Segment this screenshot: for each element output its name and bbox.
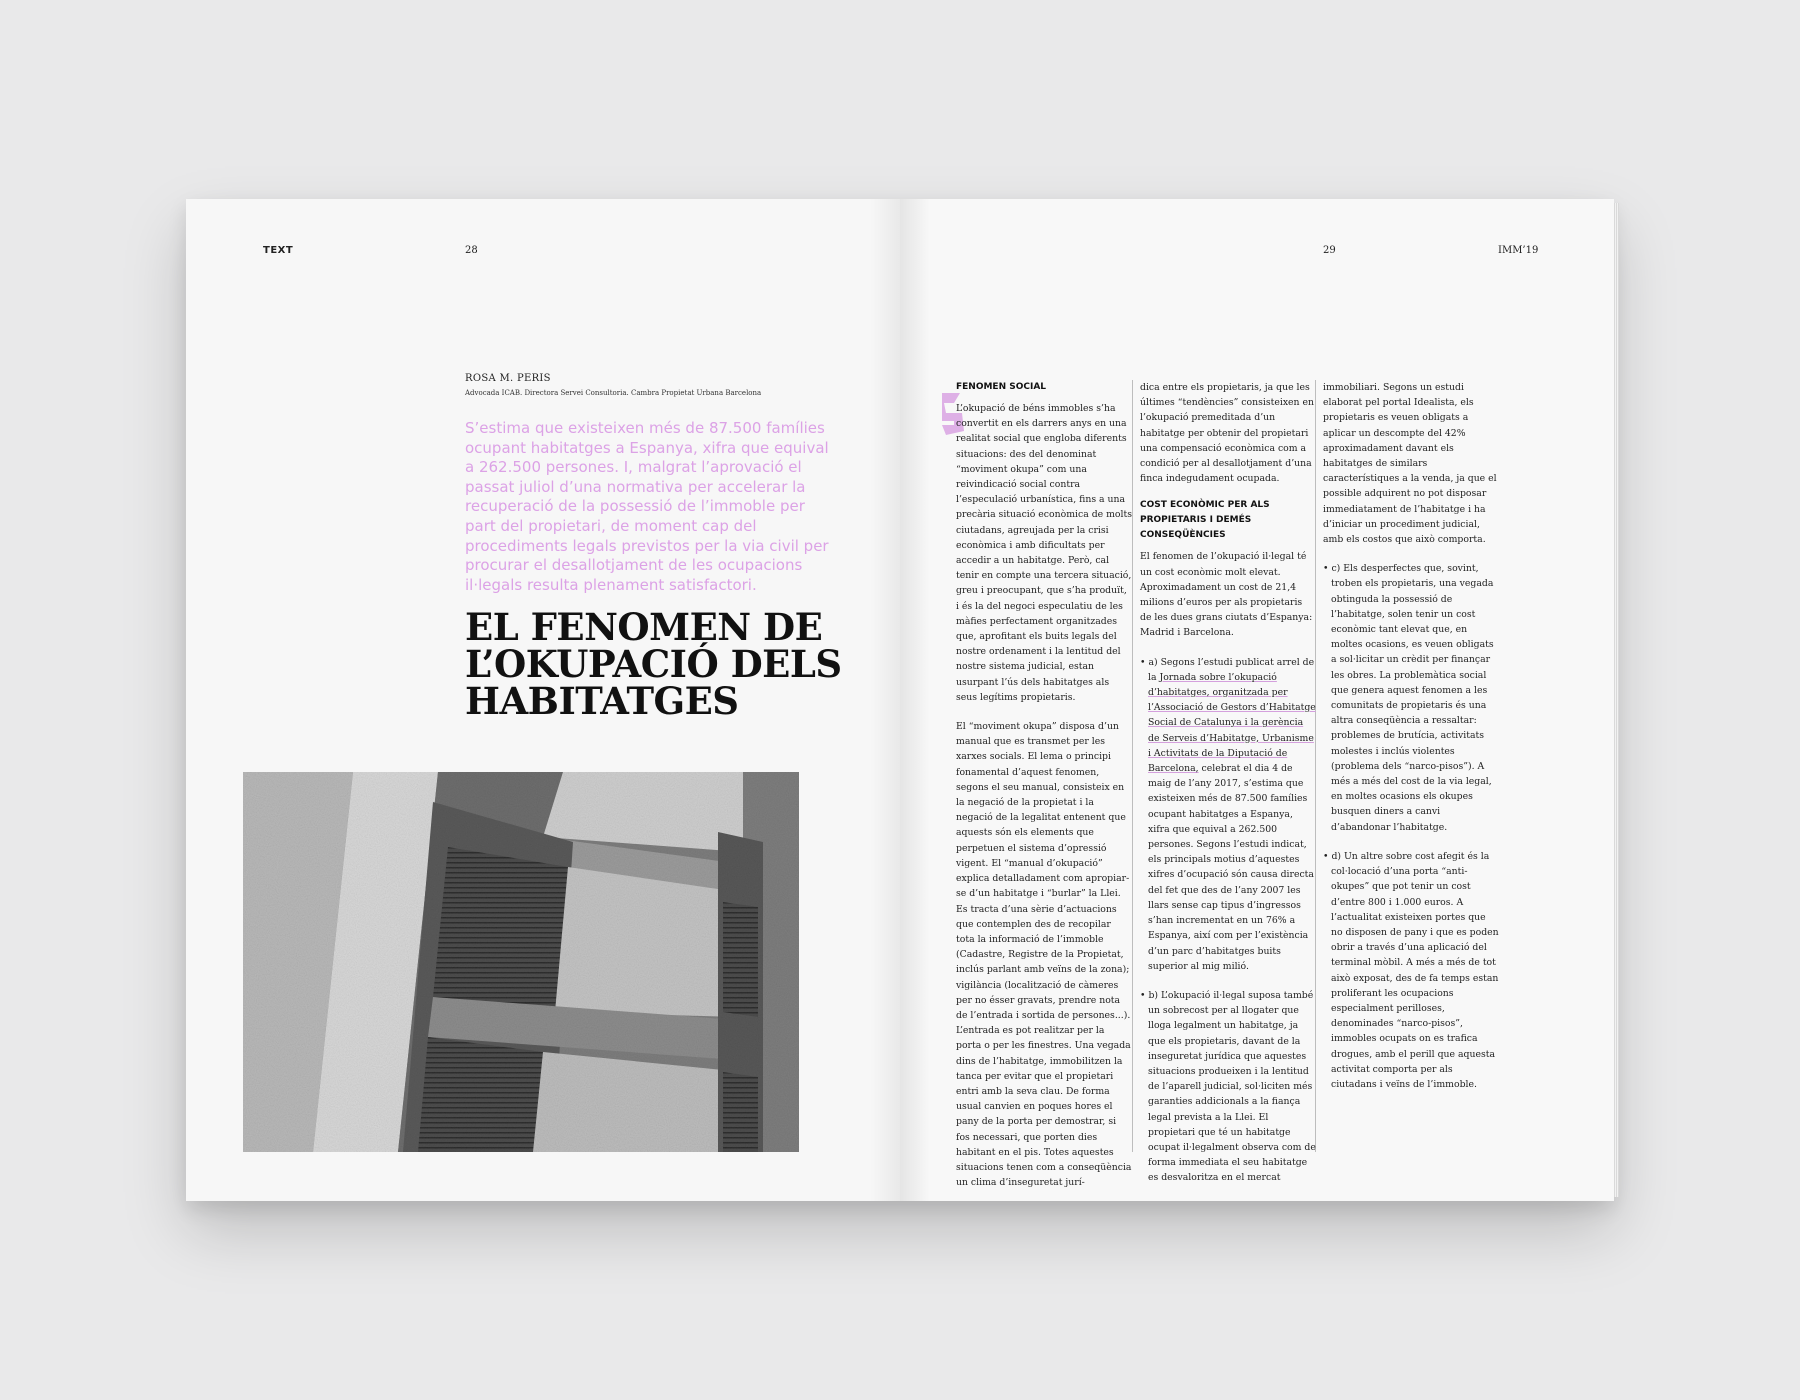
publication-name: IMM’19 <box>1498 245 1539 256</box>
event-reference: Jornada sobre l’okupació d’habitatges, organitzada per l’Associació de Gestors d’Habitatge Social de Catalunya i la gerència de Serveis d’Habitatge, Urbanisme i Activitats de la Diputació de Barcelona, <box>1148 671 1316 775</box>
list-item: • b) L’okupació il·legal suposa també un sobrecost per al llogater que lloga legalment un habitatge, ja que els propietaris, davant de la inseguretat jurídica que aquestes situacions produeixen i la lentitud de l’aparell judicial, sol·liciten més garanties addicionals a la fiança legal prevista a la Llei. El propietari que té un habitatge ocupat il·legalment observa com de forma immediata el seu habitatge es desvaloritza en el mercat <box>1140 989 1316 1184</box>
text-column-2 <box>1140 380 1316 1200</box>
text-column-3 <box>1323 380 1499 1106</box>
building-photo <box>243 772 799 1152</box>
right-page <box>900 199 1614 1201</box>
list-item <box>1140 655 1316 974</box>
paragraph: El “moviment okupa” disposa d’un manual que es transmet per les xarxes socials. El lema o principi fonamental d’aquest fenomen, segons el seu manual, consisteix en la negació de la propietat i la negació de la legalitat entenent que aquests són els elements que perpetuen el sistema d’opressió vigent. El “manual d’okupació” explica detalladament com apropiar-se d’un habitatge i “burlar” la Llei. Es tracta d’una sèrie d’actuacions que contemplen des de recopilar tota la informació de l’immoble (Cadastre, Registre de la Propietat, inclús parlant amb veïns de la zona); vigilància (localització de càmeres per no ésser gravats, prendre nota de l’entrada i sortida de persones...). L’entrada es pot realitzar per la porta o per les finestres. Una vegada dins de l’habitatge, immobilitzen la tanca per evitar que el propietari entri amb la seva clau. De forma usual canvien en poques hores el pany de la porta per demostrar, si fos necessari, que porten dies habitant en el pis. Totes aquestes situacions tenen com a conseqüència un clima d’inseguretat jurí- <box>956 721 1132 1189</box>
paragraph: L’okupació de béns immobles s’ha convertit en els darrers anys en una realitat social que engloba diferents situacions: des del denominat “moviment okupa” com una reivindicació social contra l’especulació urbanística, fins a una precària situació econòmica de molts ciutadans, agreujada per la crisi econòmica i amb dificultats per accedir a un habitatge. Però, cal tenir en compte una tercera situació, greu i preocupant, que s’ha produït, i és la del negoci especulatiu de les màfies perfectament organitzades que, aprofitant els buits legals del nostre ordenament i la lentitud del nostre sistema judicial, estan usurpant l’ús dels habitatges als seus legítims propietaris. <box>956 403 1132 703</box>
left-page <box>186 199 900 1201</box>
article-title: EL FENOMEN DE L’OKUPACIÓ DELS HABITATGES <box>465 605 842 723</box>
paragraph: El fenomen de l’okupació il·legal té un cost econòmic molt elevat. Aproximadament un cost de 21,4 milions d’euros per als propietaris de les dues grans ciutats d’Espanya: Madrid i Barcelona. <box>1140 551 1313 639</box>
list-item-text: • a) Segons l’estudi publicat arrel de la <box>1140 656 1315 683</box>
gutter-shadow <box>900 199 930 1201</box>
text-column-1 <box>956 380 1132 1201</box>
page-edges <box>1614 203 1619 1197</box>
author-affiliation: Advocada ICAB. Directora Servei Consultoria. Cambra Propietat Urbana Barcelona <box>465 389 762 397</box>
list-item: • c) Els desperfectes que, sovint, troben els propietaris, una vegada obtinguda la possessió de l’habitatge, solen tenir un cost econòmic tant elevat que, en moltes ocasions, es veuen obligats a sol·licitar un crèdit per finançar les obres. La problemàtica social que genera aquest fenomen a les comunitats de propietaris és una altra conseqüència a ressaltar: problemes de brutícia, activitats molestes i inclús violentes (problema dels “narco-pisos”). A més a més del cost de la via legal, en moltes ocasions els okupes busquen diners a canvi d’abandonar l’habitatge. <box>1323 563 1494 833</box>
author-name: ROSA M. PERIS <box>465 373 551 384</box>
page-number-right: 29 <box>1323 245 1336 256</box>
list-item-text: celebrat el dia 4 de maig de l’any 2017, s’estima que existeixen més de 87.500 famílies ocupant habitatges a Espanya, xifra que equival a 262.500 persones. Segons l’estudi indicat, els principals motius d’aquestes xifres d’ocupació són causa directa del fet que des de l’any 2007 les llars sense cap tipus d’ingressos s’han incrementat en un 76% a Espanya, així com per l’existència d’un parc d’habitatges buits superior al mig milió. <box>1148 763 1314 972</box>
magazine-spread <box>186 199 1614 1201</box>
list-item: • d) Un altre sobre cost afegit és la col·locació d’una porta “anti-okupes” que pot tenir un cost d’entre 800 i 1.000 euros. A l’actualitat existeixen portes que no disposen de pany i que es poden obrir a través d’una aplicació del terminal mòbil. A més a més de tot això exposat, des de fa temps estan proliferant les ocupacions especialment perilloses, denominades “narco-pisos”, immobles ocupats on es trafica drogues, amb el perill que aquesta activitat comporta per als ciutadans i veïns de l’immoble. <box>1323 850 1499 1090</box>
page-number-left: 28 <box>465 245 478 256</box>
section-label: TEXT <box>263 245 294 256</box>
section-heading: COST ECONÒMIC PER ALS PROPIETARIS I DEMÉS CONSEQÜÈNCIES <box>1140 500 1270 541</box>
column-rule <box>1132 380 1133 1152</box>
paragraph: immobiliari. Segons un estudi elaborat pel portal Idealista, els propietaris es veuen obligats a aplicar un descompte del 42% aproximadament davant els habitatges de similars característiques a la venda, ja que el possible adquirent no pot disposar immediatament de l’habitatge i ha d’iniciar un procediment judicial, amb els costos que això comporta. <box>1323 382 1497 546</box>
lead-paragraph: S’estima que existeixen més de 87.500 famílies ocupant habitatges a Espanya, xifra que equival a 262.500 persones. I, malgrat l’aprovació el passat juliol d’una normativa per accelerar la recuperació de la possessió de l’immoble per part del propietari, de moment cap del procediments legals previstos per la via civil per procurar el desallotjament de les ocupacions il·legals resulta plenament satisfactori. <box>465 419 829 594</box>
section-heading: FENOMEN SOCIAL <box>956 382 1047 392</box>
paragraph: dica entre els propietaris, ja que les últimes “tendències” consisteixen en l’okupació premeditada d’un habitatge per obtenir del propietari una compensació econòmica com a condició per al desallotjament d’una finca indegudament ocupada. <box>1140 382 1314 485</box>
